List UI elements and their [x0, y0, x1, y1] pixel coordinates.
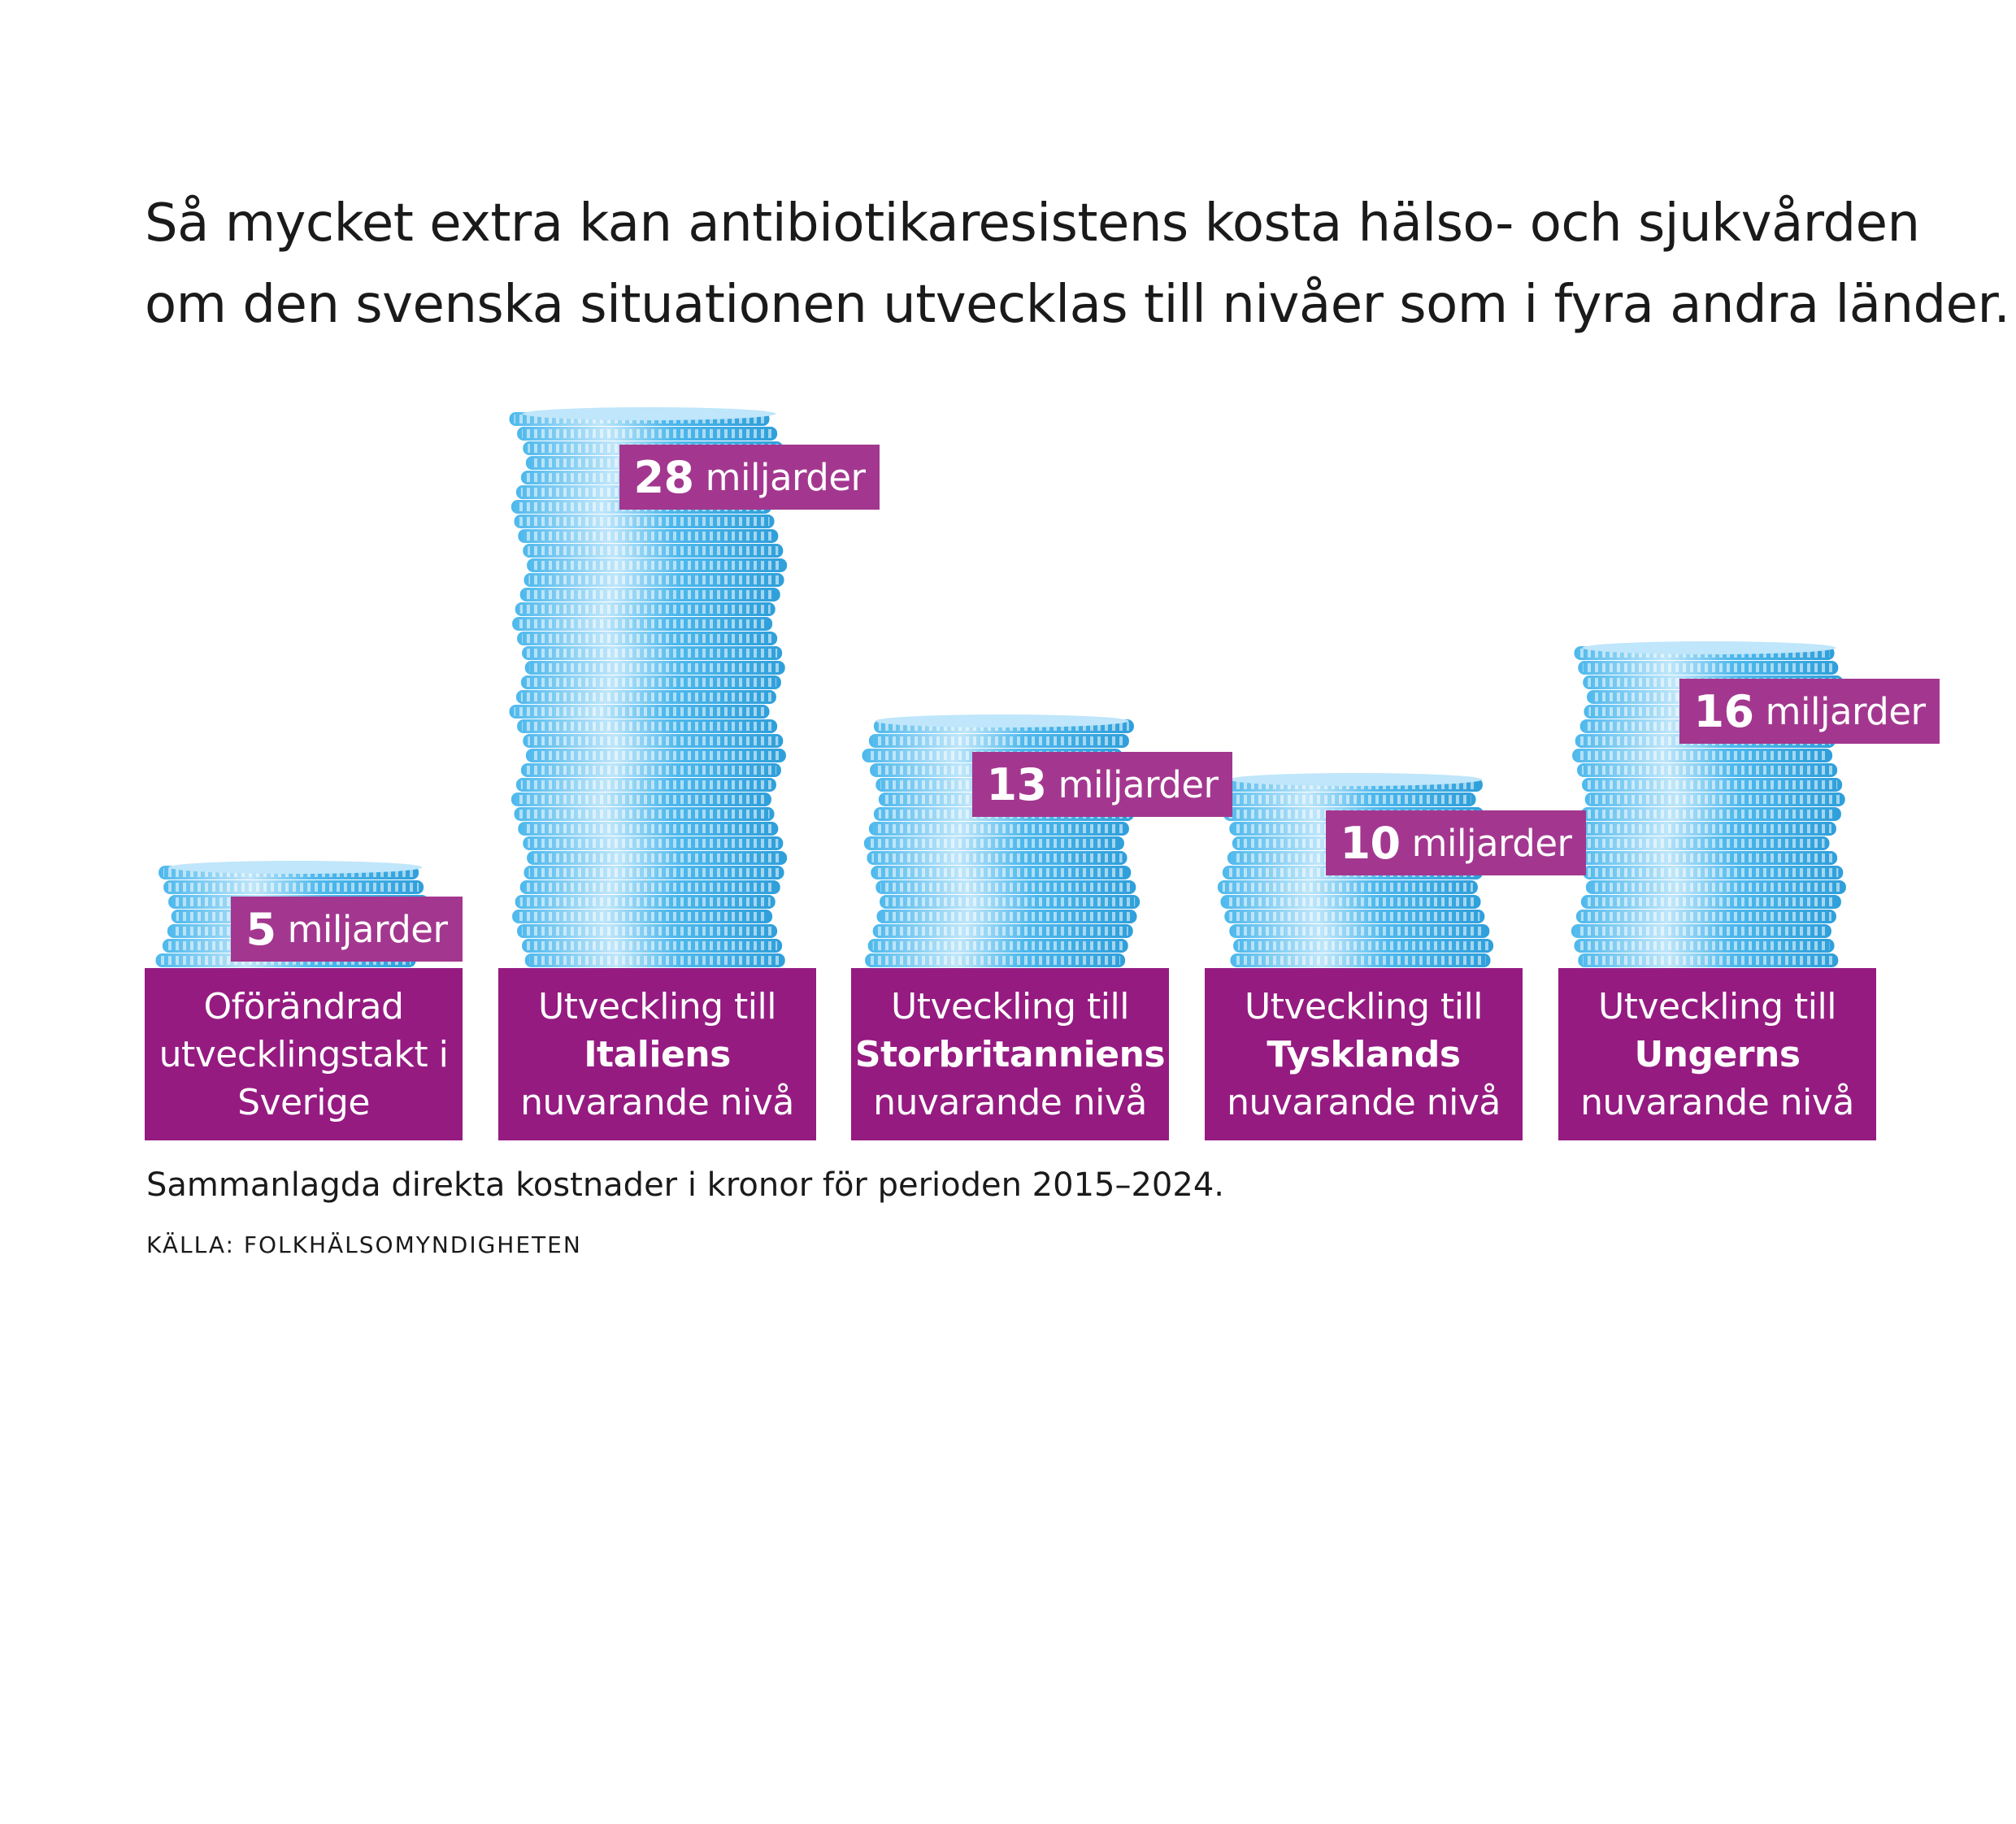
coin-ridges — [532, 853, 782, 862]
coin-ridges — [529, 868, 780, 877]
coin-ridges — [1587, 780, 1837, 789]
value-number: 28 — [633, 451, 694, 503]
coin-top — [523, 407, 776, 420]
category-label-3 — [851, 968, 1169, 1140]
coin-ridges — [516, 795, 767, 804]
coin-ridges — [1586, 897, 1836, 906]
coin-top — [875, 714, 1129, 727]
category-label-1 — [145, 968, 463, 1140]
chart-title-line-2: om den svenska situationen utvecklas till nivåer som i fyra andra länder. — [145, 275, 2010, 335]
coin-ridges — [528, 546, 778, 555]
category-text: Oförändrad utvecklingstakt i Sverige — [159, 985, 449, 1123]
category-label-4 — [1205, 968, 1523, 1140]
coin-ridges — [525, 883, 776, 892]
coin-top — [1583, 641, 1836, 654]
coin-ridges — [531, 751, 781, 760]
coin-ridges — [522, 634, 772, 643]
category-country: Italiens — [584, 1033, 731, 1075]
coin-ridges — [1577, 751, 1827, 760]
coin-ridges — [526, 678, 776, 687]
coin-ridges — [1588, 868, 1838, 877]
coin-ridges — [519, 517, 770, 526]
coin-ridges — [1229, 912, 1479, 921]
coin-ridges — [872, 853, 1123, 862]
coin-ridges — [520, 897, 771, 906]
coin-ridges — [1223, 883, 1473, 892]
value-unit: miljarder — [287, 907, 448, 951]
value-label-1 — [231, 897, 463, 962]
coin-ridges — [1576, 927, 1827, 936]
coin-ridges — [522, 927, 772, 936]
coin-ridges — [875, 868, 1126, 877]
category-text: Utveckling till Ungerns nuvarande nivå — [1580, 985, 1854, 1123]
value-number: 13 — [986, 758, 1047, 810]
coin-ridges — [530, 956, 780, 965]
coin-ridges — [884, 897, 1135, 906]
coin-ridges — [1238, 941, 1488, 950]
coin-ridges — [526, 766, 776, 775]
coin-ridges — [870, 956, 1120, 965]
coin-ridges — [525, 590, 776, 599]
coin-ridges — [530, 663, 780, 672]
coin-ridges — [527, 941, 777, 950]
coin-ridges — [1581, 824, 1831, 833]
coin-ridges — [527, 649, 777, 658]
coin-ridges — [1590, 795, 1840, 804]
coin-ridges — [1234, 927, 1484, 936]
category-text: Utveckling till Storbritanniens nuvarande nivå — [854, 985, 1166, 1123]
coin-ridges — [874, 824, 1124, 833]
coin-ridges — [521, 693, 771, 701]
coin-ridges — [1582, 853, 1832, 862]
coin-ridges — [1581, 912, 1831, 921]
value-number: 5 — [245, 903, 276, 955]
coin-ridges — [1583, 956, 1833, 965]
value-label-4 — [1326, 810, 1586, 875]
coin-top — [169, 861, 423, 874]
coin-ridges — [519, 810, 770, 819]
coin-ridges — [1575, 839, 1825, 848]
coin-ridges — [528, 839, 778, 848]
coin-ridges — [522, 429, 772, 438]
coin-ridges — [1226, 897, 1476, 906]
coin-ridges — [1586, 810, 1836, 819]
category-text: Utveckling till Tysklands nuvarande nivå — [1227, 985, 1501, 1123]
value-number: 10 — [1340, 817, 1401, 869]
category-country: Ungerns — [1634, 1033, 1801, 1075]
coin-ridges — [515, 707, 765, 716]
chart-subtitle: Sammanlagda direkta kostnader i kronor för perioden 2015–2024. — [146, 1166, 1224, 1204]
category-country: Storbritanniens — [854, 1033, 1166, 1075]
coin-ridges — [873, 941, 1123, 950]
coin-top — [1229, 773, 1483, 786]
coin-ridges — [1579, 941, 1830, 950]
coin-ridges — [1236, 956, 1486, 965]
coin-ridges — [1221, 795, 1471, 804]
chart-title-line-1: Så mycket extra kan antibiotikaresistens kosta hälso- och sjukvården — [145, 193, 1920, 254]
coin-ridges — [168, 883, 419, 892]
coin-ridges — [517, 912, 767, 921]
coin-ridges — [521, 780, 771, 789]
coin-ridges — [1591, 883, 1841, 892]
category-country: Tysklands — [1267, 1033, 1461, 1075]
coin-ridges — [532, 561, 782, 570]
category-text: Utveckling till Italiens nuvarande nivå — [520, 985, 794, 1123]
value-unit: miljarder — [705, 455, 866, 499]
coin-ridges — [523, 824, 773, 833]
coin-ridges — [874, 736, 1124, 745]
value-unit: miljarder — [1411, 821, 1572, 865]
value-label-5 — [1679, 679, 1940, 744]
category-label-5 — [1558, 968, 1876, 1140]
coin-ridges — [880, 883, 1131, 892]
coin-ridges — [1583, 663, 1833, 672]
value-number: 16 — [1693, 685, 1754, 737]
value-unit: miljarder — [1765, 689, 1926, 733]
coin-ridges — [520, 605, 771, 614]
value-label-3 — [972, 752, 1232, 817]
category-label-2 — [498, 968, 816, 1140]
chart-source: KÄLLA: FOLKHÄLSOMYNDIGHETEN — [146, 1231, 582, 1258]
coin-ridges — [517, 619, 767, 628]
coin-ridges — [1582, 766, 1832, 775]
value-unit: miljarder — [1058, 762, 1219, 806]
coin-ridges — [882, 912, 1132, 921]
value-label-2 — [619, 445, 880, 510]
coin-ridges — [878, 927, 1128, 936]
coin-ridges — [528, 736, 778, 745]
coin-ridges — [522, 722, 772, 731]
coin-ridges — [529, 575, 780, 584]
coin-ridges — [523, 532, 773, 541]
coin-ridges — [869, 839, 1119, 848]
